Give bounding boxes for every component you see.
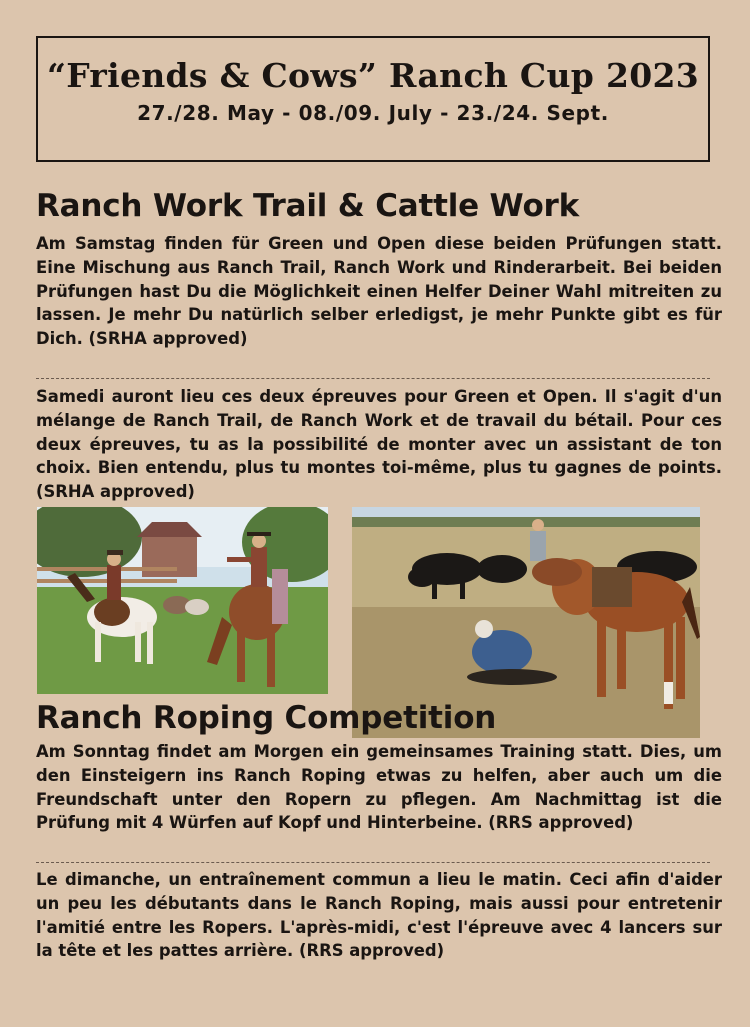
title-box [36, 36, 710, 162]
section2-text-fr: Le dimanche, un entraînement commun a lieu le matin. Ceci afin d'aider un peu les débutants dans le Ranch Roping, mais aussi pour entretenir l'amitié entre les Ropers. L'après-midi, c'est l'épreuve avec 4 lancers sur la tête et les pattes arrière. (RRS approved) [36, 870, 722, 961]
section-heading-ranch-roping: Ranch Roping Competition [36, 700, 497, 736]
divider [36, 378, 710, 379]
event-title: “Friends & Cows” Ranch Cup 2023 [47, 56, 699, 95]
divider [36, 862, 710, 863]
section2-text-de: Am Sonntag findet am Morgen ein gemeinsames Training statt. Dies, um den Einsteigern ins Ranch Roping etwas zu helfen, aber auch um die Freundschaft unter den Ropern zu pflegen. Am Nachmittag ist die Prüfung mit 4 Würfen auf Kopf und Hinterbeine. (RRS approved) [36, 742, 722, 833]
photo-riders [37, 507, 328, 694]
event-dates: 27./28. May - 08./09. July - 23./24. Sept. [137, 101, 609, 125]
section1-text-fr: Samedi auront lieu ces deux épreuves pour Green et Open. Il s'agit d'un mélange de Ranch Trail, de Ranch Work et de travail du bétail. Pour ces deux épreuves, tu as la possibilité de monter avec un assistant de ton choix. Bien entendu, plus tu montes toi-même, plus tu gagnes de points. (SRHA approved) [36, 387, 722, 502]
section1-text-de: Am Samstag finden für Green und Open diese beiden Prüfungen statt. Eine Mischung aus Ranch Trail, Ranch Work und Rinderarbeit. Bei beiden Prüfungen hast Du die Möglichkeit einen Helfer Deiner Wahl mitreiten zu lassen. Je mehr Du natürlich selber erledigst, je mehr Punkte gibt es für Dich. (SRHA approved) [36, 234, 722, 349]
section-heading-ranch-work: Ranch Work Trail & Cattle Work [36, 188, 580, 224]
